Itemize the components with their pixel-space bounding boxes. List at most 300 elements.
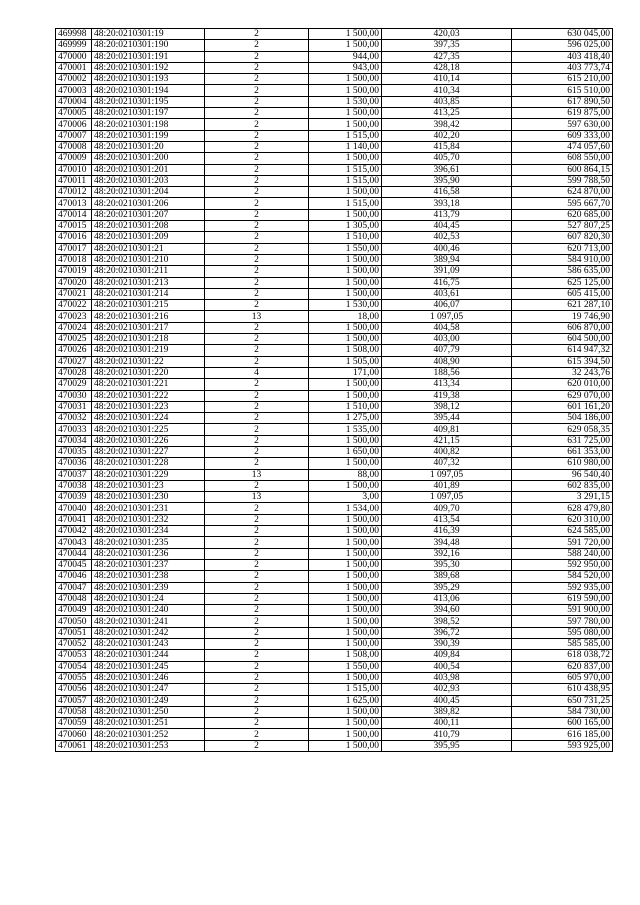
category-cell: 2: [205, 187, 309, 198]
category-cell: 2: [205, 62, 309, 73]
unit-value-cell: 393,18: [382, 198, 512, 209]
area-cell: 1 500,00: [309, 254, 382, 265]
cadastral-number-cell: 48:20:0210301:191: [92, 51, 205, 62]
table-row: [56, 74, 613, 85]
table-row: [56, 29, 613, 40]
row-id-cell: 470002: [56, 74, 92, 85]
cadastral-number-cell: 48:20:0210301:21: [92, 243, 205, 254]
area-cell: 171,00: [309, 367, 382, 378]
table-row: [56, 141, 613, 152]
table-row: [56, 718, 613, 729]
area-cell: 1 515,00: [309, 164, 382, 175]
category-cell: 2: [205, 243, 309, 254]
unit-value-cell: 409,84: [382, 650, 512, 661]
table-row: [56, 96, 613, 107]
cadastral-value-cell: 619 590,00: [512, 593, 613, 604]
table-body: [56, 29, 613, 752]
area-cell: 944,00: [309, 51, 382, 62]
table-row: [56, 627, 613, 638]
row-id-cell: 470008: [56, 141, 92, 152]
table-row: [56, 175, 613, 186]
row-id-cell: 470024: [56, 322, 92, 333]
cadastral-value-cell: 584 910,00: [512, 254, 613, 265]
unit-value-cell: 400,82: [382, 446, 512, 457]
area-cell: 1 500,00: [309, 526, 382, 537]
row-id-cell: 470041: [56, 514, 92, 525]
area-cell: 1 515,00: [309, 130, 382, 141]
cadastral-number-cell: 48:20:0210301:225: [92, 424, 205, 435]
table-row: [56, 514, 613, 525]
row-id-cell: 470014: [56, 209, 92, 220]
category-cell: 2: [205, 537, 309, 548]
area-cell: 1 500,00: [309, 108, 382, 119]
cadastral-number-cell: 48:20:0210301:245: [92, 661, 205, 672]
category-cell: 2: [205, 548, 309, 559]
category-cell: 2: [205, 322, 309, 333]
cadastral-value-cell: 403 773,74: [512, 62, 613, 73]
row-id-cell: 470033: [56, 424, 92, 435]
unit-value-cell: 400,46: [382, 243, 512, 254]
unit-value-cell: 403,61: [382, 288, 512, 299]
unit-value-cell: 188,56: [382, 367, 512, 378]
unit-value-cell: 392,16: [382, 548, 512, 559]
table-row: [56, 616, 613, 627]
category-cell: 4: [205, 367, 309, 378]
category-cell: 2: [205, 288, 309, 299]
row-id-cell: 470017: [56, 243, 92, 254]
cadastral-value-cell: 596 025,00: [512, 40, 613, 51]
table-row: [56, 413, 613, 424]
cadastral-value-cell: 96 540,40: [512, 469, 613, 480]
row-id-cell: 470018: [56, 254, 92, 265]
cadastral-value-cell: 3 291,15: [512, 492, 613, 503]
area-cell: 1 500,00: [309, 593, 382, 604]
table-row: [56, 435, 613, 446]
cadastral-value-cell: 595 080,00: [512, 627, 613, 638]
cadastral-value-cell: 595 667,70: [512, 198, 613, 209]
row-id-cell: 470005: [56, 108, 92, 119]
cadastral-value-cell: 591 900,00: [512, 605, 613, 616]
unit-value-cell: 420,03: [382, 29, 512, 40]
table-row: [56, 119, 613, 130]
table-row: [56, 209, 613, 220]
cadastral-value-cell: 597 780,00: [512, 616, 613, 627]
category-cell: 2: [205, 175, 309, 186]
row-id-cell: 470001: [56, 62, 92, 73]
area-cell: 1 305,00: [309, 221, 382, 232]
unit-value-cell: 416,75: [382, 277, 512, 288]
cadastral-number-cell: 48:20:0210301:231: [92, 503, 205, 514]
area-cell: 1 550,00: [309, 661, 382, 672]
cadastral-number-cell: 48:20:0210301:203: [92, 175, 205, 186]
cadastral-value-cell: 600 864,15: [512, 164, 613, 175]
table-row: [56, 605, 613, 616]
table-row: [56, 243, 613, 254]
cadastral-value-cell: 527 807,25: [512, 221, 613, 232]
cadastral-value-cell: 593 925,00: [512, 740, 613, 751]
area-cell: 1 508,00: [309, 345, 382, 356]
unit-value-cell: 401,89: [382, 480, 512, 491]
cadastral-number-cell: 48:20:0210301:251: [92, 718, 205, 729]
cadastral-value-cell: 614 947,32: [512, 345, 613, 356]
category-cell: 2: [205, 424, 309, 435]
area-cell: 1 515,00: [309, 684, 382, 695]
table-row: [56, 593, 613, 604]
unit-value-cell: 396,72: [382, 627, 512, 638]
category-cell: 2: [205, 277, 309, 288]
cadastral-number-cell: 48:20:0210301:224: [92, 413, 205, 424]
cadastral-number-cell: 48:20:0210301:24: [92, 593, 205, 604]
table-row: [56, 424, 613, 435]
unit-value-cell: 413,79: [382, 209, 512, 220]
category-cell: 2: [205, 446, 309, 457]
row-id-cell: 470040: [56, 503, 92, 514]
unit-value-cell: 403,00: [382, 334, 512, 345]
category-cell: 2: [205, 254, 309, 265]
table-row: [56, 401, 613, 412]
unit-value-cell: 1 097,05: [382, 311, 512, 322]
unit-value-cell: 404,58: [382, 322, 512, 333]
cadastral-value-cell: 591 720,00: [512, 537, 613, 548]
row-id-cell: 470012: [56, 187, 92, 198]
row-id-cell: 470027: [56, 356, 92, 367]
unit-value-cell: 397,35: [382, 40, 512, 51]
cadastral-value-cell: 620 010,00: [512, 379, 613, 390]
table-row: [56, 639, 613, 650]
table-row: [56, 458, 613, 469]
category-cell: 2: [205, 650, 309, 661]
category-cell: 2: [205, 740, 309, 751]
category-cell: 2: [205, 266, 309, 277]
cadastral-value-cell: 600 165,00: [512, 718, 613, 729]
unit-value-cell: 389,68: [382, 571, 512, 582]
cadastral-value-cell: 624 585,00: [512, 526, 613, 537]
category-cell: 2: [205, 232, 309, 243]
area-cell: 1 500,00: [309, 74, 382, 85]
table-row: [56, 322, 613, 333]
unit-value-cell: 405,70: [382, 153, 512, 164]
row-id-cell: 470020: [56, 277, 92, 288]
cadastral-number-cell: 48:20:0210301:215: [92, 300, 205, 311]
unit-value-cell: 395,95: [382, 740, 512, 751]
row-id-cell: 470034: [56, 435, 92, 446]
cadastral-value-cell: 615 210,00: [512, 74, 613, 85]
area-cell: 1 500,00: [309, 740, 382, 751]
cadastral-number-cell: 48:20:0210301:20: [92, 141, 205, 152]
cadastral-number-cell: 48:20:0210301:223: [92, 401, 205, 412]
unit-value-cell: 389,94: [382, 254, 512, 265]
cadastral-number-cell: 48:20:0210301:214: [92, 288, 205, 299]
cadastral-number-cell: 48:20:0210301:194: [92, 85, 205, 96]
unit-value-cell: 395,44: [382, 413, 512, 424]
table-row: [56, 356, 613, 367]
unit-value-cell: 400,11: [382, 718, 512, 729]
category-cell: 2: [205, 29, 309, 40]
table-row: [56, 254, 613, 265]
cadastral-number-cell: 48:20:0210301:238: [92, 571, 205, 582]
row-id-cell: 470053: [56, 650, 92, 661]
cadastral-number-cell: 48:20:0210301:213: [92, 277, 205, 288]
cadastral-number-cell: 48:20:0210301:253: [92, 740, 205, 751]
cadastral-number-cell: 48:20:0210301:211: [92, 266, 205, 277]
cadastral-number-cell: 48:20:0210301:234: [92, 526, 205, 537]
cadastral-value-cell: 602 835,00: [512, 480, 613, 491]
cadastral-number-cell: 48:20:0210301:220: [92, 367, 205, 378]
table-row: [56, 164, 613, 175]
row-id-cell: 470025: [56, 334, 92, 345]
table-row: [56, 559, 613, 570]
table-row: [56, 548, 613, 559]
cadastral-number-cell: 48:20:0210301:219: [92, 345, 205, 356]
unit-value-cell: 1 097,05: [382, 469, 512, 480]
table-row: [56, 706, 613, 717]
table-row: [56, 51, 613, 62]
area-cell: 1 500,00: [309, 29, 382, 40]
row-id-cell: 470054: [56, 661, 92, 672]
table-row: [56, 537, 613, 548]
cadastral-number-cell: 48:20:0210301:216: [92, 311, 205, 322]
table-row: [56, 571, 613, 582]
table-row: [56, 345, 613, 356]
cadastral-number-cell: 48:20:0210301:217: [92, 322, 205, 333]
cadastral-value-cell: 620 685,00: [512, 209, 613, 220]
area-cell: 1 500,00: [309, 266, 382, 277]
cadastral-number-cell: 48:20:0210301:236: [92, 548, 205, 559]
cadastral-value-cell: 621 287,10: [512, 300, 613, 311]
category-cell: 2: [205, 413, 309, 424]
unit-value-cell: 391,09: [382, 266, 512, 277]
table-row: [56, 108, 613, 119]
category-cell: 13: [205, 469, 309, 480]
cadastral-number-cell: 48:20:0210301:228: [92, 458, 205, 469]
area-cell: 3,00: [309, 492, 382, 503]
area-cell: 1 535,00: [309, 424, 382, 435]
unit-value-cell: 421,15: [382, 435, 512, 446]
category-cell: 2: [205, 695, 309, 706]
cadastral-value-cell: 605 970,00: [512, 672, 613, 683]
category-cell: 2: [205, 345, 309, 356]
area-cell: 1 500,00: [309, 209, 382, 220]
cadastral-value-cell: 599 788,50: [512, 175, 613, 186]
unit-value-cell: 407,32: [382, 458, 512, 469]
area-cell: 1 500,00: [309, 571, 382, 582]
category-cell: 2: [205, 718, 309, 729]
unit-value-cell: 419,38: [382, 390, 512, 401]
cadastral-number-cell: 48:20:0210301:242: [92, 627, 205, 638]
area-cell: 1 500,00: [309, 288, 382, 299]
cadastral-number-cell: 48:20:0210301:200: [92, 153, 205, 164]
row-id-cell: 470056: [56, 684, 92, 695]
cadastral-value-cell: 585 585,00: [512, 639, 613, 650]
table-row: [56, 684, 613, 695]
category-cell: 2: [205, 401, 309, 412]
cadastral-value-cell: 625 125,00: [512, 277, 613, 288]
cadastral-value-cell: 592 950,00: [512, 559, 613, 570]
category-cell: 2: [205, 334, 309, 345]
cadastral-value-cell: 605 415,00: [512, 288, 613, 299]
category-cell: 13: [205, 311, 309, 322]
category-cell: 2: [205, 390, 309, 401]
row-id-cell: 470039: [56, 492, 92, 503]
row-id-cell: 470035: [56, 446, 92, 457]
row-id-cell: 470006: [56, 119, 92, 130]
table-row: [56, 469, 613, 480]
unit-value-cell: 408,90: [382, 356, 512, 367]
unit-value-cell: 415,84: [382, 141, 512, 152]
unit-value-cell: 394,60: [382, 605, 512, 616]
cadastral-value-cell: 403 418,40: [512, 51, 613, 62]
cadastral-value-cell: 588 240,00: [512, 548, 613, 559]
area-cell: 1 500,00: [309, 85, 382, 96]
category-cell: 13: [205, 492, 309, 503]
category-cell: 2: [205, 141, 309, 152]
category-cell: 2: [205, 526, 309, 537]
cadastral-number-cell: 48:20:0210301:252: [92, 729, 205, 740]
row-id-cell: 470026: [56, 345, 92, 356]
cadastral-number-cell: 48:20:0210301:218: [92, 334, 205, 345]
category-cell: 2: [205, 119, 309, 130]
row-id-cell: 470004: [56, 96, 92, 107]
cadastral-value-cell: 606 870,00: [512, 322, 613, 333]
row-id-cell: 470010: [56, 164, 92, 175]
row-id-cell: 470043: [56, 537, 92, 548]
cadastral-number-cell: 48:20:0210301:239: [92, 582, 205, 593]
cadastral-number-cell: 48:20:0210301:240: [92, 605, 205, 616]
cadastral-value-cell: 608 550,00: [512, 153, 613, 164]
unit-value-cell: 428,18: [382, 62, 512, 73]
area-cell: 1 500,00: [309, 334, 382, 345]
cadastral-value-cell: 631 725,00: [512, 435, 613, 446]
cadastral-number-cell: 48:20:0210301:198: [92, 119, 205, 130]
cadastral-number-cell: 48:20:0210301:199: [92, 130, 205, 141]
cadastral-number-cell: 48:20:0210301:201: [92, 164, 205, 175]
unit-value-cell: 1 097,05: [382, 492, 512, 503]
category-cell: 2: [205, 356, 309, 367]
table-row: [56, 288, 613, 299]
table-row: [56, 740, 613, 751]
area-cell: 1 140,00: [309, 141, 382, 152]
cadastral-value-cell: 592 935,00: [512, 582, 613, 593]
row-id-cell: 470038: [56, 480, 92, 491]
unit-value-cell: 410,34: [382, 85, 512, 96]
unit-value-cell: 402,20: [382, 130, 512, 141]
cadastral-value-cell: 584 730,00: [512, 706, 613, 717]
cadastral-number-cell: 48:20:0210301:208: [92, 221, 205, 232]
area-cell: 1 625,00: [309, 695, 382, 706]
row-id-cell: 470029: [56, 379, 92, 390]
row-id-cell: 470044: [56, 548, 92, 559]
unit-value-cell: 398,52: [382, 616, 512, 627]
unit-value-cell: 395,29: [382, 582, 512, 593]
row-id-cell: 470030: [56, 390, 92, 401]
cadastral-number-cell: 48:20:0210301:195: [92, 96, 205, 107]
category-cell: 2: [205, 616, 309, 627]
table-row: [56, 300, 613, 311]
area-cell: 1 500,00: [309, 277, 382, 288]
cadastral-value-cell: 628 479,80: [512, 503, 613, 514]
area-cell: 1 500,00: [309, 514, 382, 525]
unit-value-cell: 409,81: [382, 424, 512, 435]
table-row: [56, 198, 613, 209]
cadastral-number-cell: 48:20:0210301:227: [92, 446, 205, 457]
row-id-cell: 470015: [56, 221, 92, 232]
unit-value-cell: 409,70: [382, 503, 512, 514]
cadastral-value-cell: 604 500,00: [512, 334, 613, 345]
cadastral-number-cell: 48:20:0210301:241: [92, 616, 205, 627]
row-id-cell: 470009: [56, 153, 92, 164]
area-cell: 18,00: [309, 311, 382, 322]
cadastral-number-cell: 48:20:0210301:237: [92, 559, 205, 570]
area-cell: 1 500,00: [309, 187, 382, 198]
cadastral-value-cell: 609 333,00: [512, 130, 613, 141]
cadastral-value-cell: 624 870,00: [512, 187, 613, 198]
area-cell: 1 500,00: [309, 672, 382, 683]
unit-value-cell: 416,39: [382, 526, 512, 537]
row-id-cell: 470031: [56, 401, 92, 412]
category-cell: 2: [205, 639, 309, 650]
area-cell: 943,00: [309, 62, 382, 73]
cadastral-value-cell: 586 635,00: [512, 266, 613, 277]
area-cell: 1 508,00: [309, 650, 382, 661]
cadastral-number-cell: 48:20:0210301:243: [92, 639, 205, 650]
area-cell: 1 500,00: [309, 706, 382, 717]
area-cell: 1 500,00: [309, 119, 382, 130]
row-id-cell: 470048: [56, 593, 92, 604]
cadastral-value-cell: 610 980,00: [512, 458, 613, 469]
unit-value-cell: 406,07: [382, 300, 512, 311]
unit-value-cell: 403,85: [382, 96, 512, 107]
table-row: [56, 582, 613, 593]
row-id-cell: 470050: [56, 616, 92, 627]
category-cell: 2: [205, 684, 309, 695]
category-cell: 2: [205, 51, 309, 62]
table-row: [56, 85, 613, 96]
area-cell: 1 550,00: [309, 243, 382, 254]
cadastral-value-table: [55, 28, 613, 752]
cadastral-value-cell: 629 070,00: [512, 390, 613, 401]
row-id-cell: 470061: [56, 740, 92, 751]
row-id-cell: 470036: [56, 458, 92, 469]
cadastral-number-cell: 48:20:0210301:232: [92, 514, 205, 525]
row-id-cell: 469999: [56, 40, 92, 51]
area-cell: 1 515,00: [309, 175, 382, 186]
unit-value-cell: 404,45: [382, 221, 512, 232]
unit-value-cell: 390,39: [382, 639, 512, 650]
table-row: [56, 277, 613, 288]
category-cell: 2: [205, 40, 309, 51]
row-id-cell: 470057: [56, 695, 92, 706]
category-cell: 2: [205, 729, 309, 740]
table-row: [56, 62, 613, 73]
category-cell: 2: [205, 593, 309, 604]
category-cell: 2: [205, 435, 309, 446]
row-id-cell: 470011: [56, 175, 92, 186]
cadastral-number-cell: 48:20:0210301:249: [92, 695, 205, 706]
area-cell: 1 500,00: [309, 729, 382, 740]
unit-value-cell: 427,35: [382, 51, 512, 62]
table-row: [56, 311, 613, 322]
unit-value-cell: 396,61: [382, 164, 512, 175]
area-cell: 1 510,00: [309, 232, 382, 243]
area-cell: 88,00: [309, 469, 382, 480]
cadastral-number-cell: 48:20:0210301:221: [92, 379, 205, 390]
unit-value-cell: 389,82: [382, 706, 512, 717]
table-row: [56, 661, 613, 672]
table-row: [56, 729, 613, 740]
area-cell: 1 500,00: [309, 537, 382, 548]
table-row: [56, 492, 613, 503]
cadastral-value-cell: 607 820,30: [512, 232, 613, 243]
